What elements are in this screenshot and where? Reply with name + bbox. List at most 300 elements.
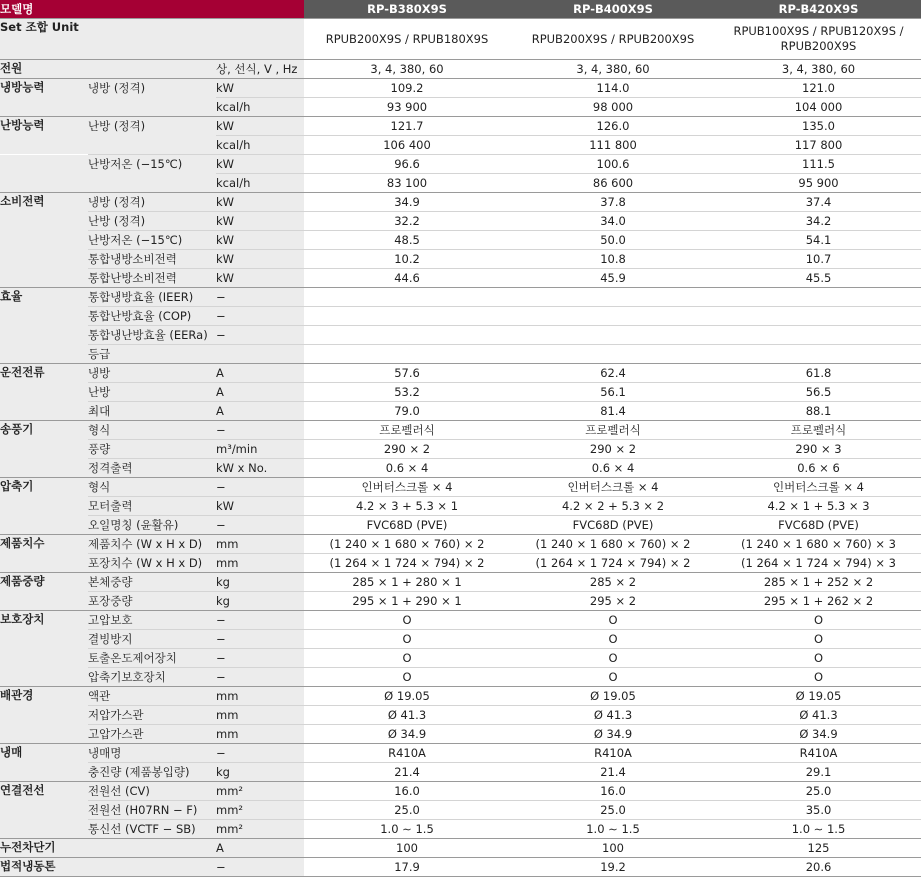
spec-group-label — [0, 250, 88, 269]
spec-value-model-2: 4.2 × 2 + 5.3 × 2 — [510, 497, 716, 516]
spec-value-model-1: 57.6 — [304, 364, 510, 383]
table-row — [0, 250, 921, 269]
spec-group-label: 법적냉동톤 — [0, 858, 216, 877]
spec-item-label: 전원선 (CV) — [88, 782, 216, 801]
spec-value-model-2: 98 000 — [510, 98, 716, 117]
spec-value-model-2: 100.6 — [510, 155, 716, 174]
spec-unit: kcal/h — [216, 174, 304, 193]
spec-value-model-3: O — [716, 630, 921, 649]
spec-item-label: 난방저온 (−15℃) — [88, 231, 216, 250]
spec-unit: 상, 선식, V , Hz — [216, 60, 304, 79]
spec-value-model-3: 프로펠러식 — [716, 421, 921, 440]
spec-value-model-1: (1 240 × 1 680 × 760) × 2 — [304, 535, 510, 554]
spec-value-model-2: R410A — [510, 744, 716, 763]
table-row — [0, 421, 921, 440]
spec-value-model-3: O — [716, 649, 921, 668]
spec-group-label: 배관경 — [0, 687, 88, 706]
model-name-header: 모델명 — [0, 0, 304, 19]
spec-group-label: 제품중량 — [0, 573, 88, 592]
table-row — [0, 725, 921, 744]
spec-value-model-2: 10.8 — [510, 250, 716, 269]
table-row — [0, 79, 921, 98]
spec-value-model-3: FVC68D (PVE) — [716, 516, 921, 535]
spec-item-label: 고압보호 — [88, 611, 216, 630]
spec-value-model-1: 17.9 — [304, 858, 510, 877]
table-row — [0, 288, 921, 307]
spec-value-model-3: 295 × 1 + 262 × 2 — [716, 592, 921, 611]
table-row — [0, 573, 921, 592]
spec-group-label — [0, 307, 88, 326]
spec-item-label: 통합냉방효율 (IEER) — [88, 288, 216, 307]
spec-group-label: 전원 — [0, 60, 216, 79]
spec-value-model-2: 21.4 — [510, 763, 716, 782]
spec-item-label: 난방 (정격) — [88, 117, 216, 136]
spec-value-model-1: 프로펠러식 — [304, 421, 510, 440]
model-header-3: RP-B420X9S — [716, 0, 921, 19]
spec-group-label — [0, 630, 88, 649]
spec-item-label: 압축기보호장치 — [88, 668, 216, 687]
spec-unit: − — [216, 858, 304, 877]
spec-unit: kW — [216, 193, 304, 212]
spec-unit: A — [216, 402, 304, 421]
spec-value-model-2: 285 × 2 — [510, 573, 716, 592]
spec-unit: − — [216, 288, 304, 307]
spec-value-model-1 — [304, 345, 510, 364]
spec-value-model-1: 290 × 2 — [304, 440, 510, 459]
spec-value-model-3: 285 × 1 + 252 × 2 — [716, 573, 921, 592]
spec-unit: kg — [216, 573, 304, 592]
spec-unit: kW — [216, 497, 304, 516]
spec-item-label: 전원선 (H07RN − F) — [88, 801, 216, 820]
spec-unit: mm² — [216, 801, 304, 820]
spec-value-model-1: 106 400 — [304, 136, 510, 155]
table-row — [0, 687, 921, 706]
spec-item-label: 고압가스관 — [88, 725, 216, 744]
spec-unit: − — [216, 630, 304, 649]
spec-unit: m³/min — [216, 440, 304, 459]
table-row — [0, 839, 921, 858]
spec-value-model-1: 44.6 — [304, 269, 510, 288]
spec-value-model-3: 111.5 — [716, 155, 921, 174]
table-row — [0, 744, 921, 763]
table-row — [0, 820, 921, 839]
table-row — [0, 364, 921, 383]
spec-item-label: 등급 — [88, 345, 216, 364]
spec-value-model-1: O — [304, 668, 510, 687]
table-row — [0, 307, 921, 326]
spec-group-label: 효율 — [0, 288, 88, 307]
spec-value-model-3: O — [716, 611, 921, 630]
spec-value-model-1: 79.0 — [304, 402, 510, 421]
spec-value-model-3: 88.1 — [716, 402, 921, 421]
spec-value-model-1: 295 × 1 + 290 × 1 — [304, 592, 510, 611]
spec-item-label: 통합난방소비전력 — [88, 269, 216, 288]
spec-value-model-2: 81.4 — [510, 402, 716, 421]
table-row — [0, 19, 921, 60]
spec-value-model-1: Ø 19.05 — [304, 687, 510, 706]
spec-unit: − — [216, 326, 304, 345]
spec-value-model-2: 프로펠러식 — [510, 421, 716, 440]
spec-value-model-1: O — [304, 630, 510, 649]
spec-item-label: 토출온도제어장치 — [88, 649, 216, 668]
spec-value-model-1: 285 × 1 + 280 × 1 — [304, 573, 510, 592]
spec-value-model-3: 135.0 — [716, 117, 921, 136]
spec-unit: mm — [216, 725, 304, 744]
spec-value-model-1: 109.2 — [304, 79, 510, 98]
table-row — [0, 60, 921, 79]
spec-group-label — [0, 649, 88, 668]
spec-value-model-2: 111 800 — [510, 136, 716, 155]
spec-unit: kW — [216, 155, 304, 174]
spec-unit: − — [216, 516, 304, 535]
table-row — [0, 554, 921, 573]
spec-value-model-3: 56.5 — [716, 383, 921, 402]
spec-unit: kcal/h — [216, 136, 304, 155]
spec-value-model-3: (1 240 × 1 680 × 760) × 3 — [716, 535, 921, 554]
spec-value-model-3: Ø 41.3 — [716, 706, 921, 725]
spec-value-model-3: 34.2 — [716, 212, 921, 231]
spec-item-label: 최대 — [88, 402, 216, 421]
spec-unit: mm — [216, 706, 304, 725]
spec-value-model-3: 54.1 — [716, 231, 921, 250]
spec-group-label — [0, 98, 216, 117]
spec-item-label: 충진량 (제품봉입량) — [88, 763, 216, 782]
spec-value-model-1: 0.6 × 4 — [304, 459, 510, 478]
spec-group-label — [0, 231, 88, 250]
spec-value-model-2: Ø 34.9 — [510, 725, 716, 744]
spec-value-model-2: 295 × 2 — [510, 592, 716, 611]
spec-value-model-1 — [304, 307, 510, 326]
spec-value-model-3: 61.8 — [716, 364, 921, 383]
spec-unit: mm² — [216, 820, 304, 839]
model-header-1: RP-B380X9S — [304, 0, 510, 19]
spec-value-model-3: 125 — [716, 839, 921, 858]
spec-group-label — [0, 440, 88, 459]
table-row — [0, 630, 921, 649]
spec-unit: − — [216, 478, 304, 497]
table-row — [0, 193, 921, 212]
spec-value-model-1: 48.5 — [304, 231, 510, 250]
spec-unit: − — [216, 649, 304, 668]
spec-value-model-2: 50.0 — [510, 231, 716, 250]
spec-value-model-2: 3, 4, 380, 60 — [510, 60, 716, 79]
spec-item-label: 액관 — [88, 687, 216, 706]
spec-value-model-3: Ø 19.05 — [716, 687, 921, 706]
spec-group-label: 압축기 — [0, 478, 88, 497]
spec-group-label — [0, 820, 88, 839]
spec-group-label — [0, 592, 88, 611]
table-row — [0, 535, 921, 554]
spec-unit: kW — [216, 79, 304, 98]
table-row — [0, 231, 921, 250]
spec-item-label: 포장중량 — [88, 592, 216, 611]
spec-item-label: 통합냉난방효율 (EERa) — [88, 326, 216, 345]
spec-item-label: 풍량 — [88, 440, 216, 459]
spec-value-model-2: 0.6 × 4 — [510, 459, 716, 478]
spec-unit: mm — [216, 687, 304, 706]
spec-value-model-2: 37.8 — [510, 193, 716, 212]
spec-value-model-1: O — [304, 611, 510, 630]
spec-value-model-2: 25.0 — [510, 801, 716, 820]
spec-group-label: 운전전류 — [0, 364, 88, 383]
spec-unit: kW — [216, 212, 304, 231]
spec-value-model-3: 37.4 — [716, 193, 921, 212]
spec-item-label: 난방 (정격) — [88, 212, 216, 231]
spec-value-model-1: 25.0 — [304, 801, 510, 820]
spec-group-label: 누전차단기 — [0, 839, 216, 858]
spec-group-label — [0, 345, 88, 364]
spec-value-model-1: 21.4 — [304, 763, 510, 782]
spec-value-model-1: 83 100 — [304, 174, 510, 193]
spec-value-model-1: FVC68D (PVE) — [304, 516, 510, 535]
spec-unit: mm² — [216, 782, 304, 801]
spec-unit — [216, 19, 304, 60]
spec-group-label: 제품치수 — [0, 535, 88, 554]
spec-value-model-3: 117 800 — [716, 136, 921, 155]
spec-value-model-2: 126.0 — [510, 117, 716, 136]
table-row — [0, 592, 921, 611]
spec-value-model-2: Ø 19.05 — [510, 687, 716, 706]
table-row — [0, 649, 921, 668]
spec-value-model-2: Ø 41.3 — [510, 706, 716, 725]
spec-group-label: Set 조합 Unit — [0, 19, 216, 60]
spec-value-model-2: O — [510, 668, 716, 687]
spec-value-model-2 — [510, 288, 716, 307]
table-row — [0, 516, 921, 535]
spec-value-model-1: 32.2 — [304, 212, 510, 231]
spec-value-model-3: 121.0 — [716, 79, 921, 98]
spec-value-model-3: 29.1 — [716, 763, 921, 782]
spec-value-model-1: Ø 34.9 — [304, 725, 510, 744]
spec-item-label: 저압가스관 — [88, 706, 216, 725]
model-header-2: RP-B400X9S — [510, 0, 716, 19]
spec-value-model-2: 56.1 — [510, 383, 716, 402]
spec-group-label — [0, 763, 88, 782]
table-row — [0, 706, 921, 725]
spec-item-label: 냉방 (정격) — [88, 193, 216, 212]
spec-group-label — [0, 155, 88, 174]
table-row — [0, 98, 921, 117]
spec-unit — [216, 345, 304, 364]
spec-value-model-2: 34.0 — [510, 212, 716, 231]
spec-value-model-3: 20.6 — [716, 858, 921, 877]
spec-value-model-3: 0.6 × 6 — [716, 459, 921, 478]
spec-value-model-1: (1 264 × 1 724 × 794) × 2 — [304, 554, 510, 573]
table-row — [0, 611, 921, 630]
spec-value-model-1: RPUB200X9S / RPUB180X9S — [304, 19, 510, 60]
spec-value-model-2: 114.0 — [510, 79, 716, 98]
spec-group-label — [0, 725, 88, 744]
spec-unit: − — [216, 668, 304, 687]
table-row — [0, 497, 921, 516]
spec-value-model-3: 1.0 ∼ 1.5 — [716, 820, 921, 839]
spec-group-label — [0, 326, 88, 345]
table-row — [0, 402, 921, 421]
spec-unit: − — [216, 307, 304, 326]
spec-unit: − — [216, 611, 304, 630]
spec-value-model-3: 4.2 × 1 + 5.3 × 3 — [716, 497, 921, 516]
spec-unit: − — [216, 421, 304, 440]
spec-value-model-3: Ø 34.9 — [716, 725, 921, 744]
spec-value-model-1: 53.2 — [304, 383, 510, 402]
spec-group-label: 연결전선 — [0, 782, 88, 801]
spec-value-model-2: O — [510, 630, 716, 649]
spec-value-model-2: O — [510, 611, 716, 630]
spec-item-label: 형식 — [88, 478, 216, 497]
spec-group-label: 난방능력 — [0, 117, 88, 136]
spec-value-model-2: 86 600 — [510, 174, 716, 193]
spec-item-label: 오일명칭 (윤활유) — [88, 516, 216, 535]
spec-value-model-1: 16.0 — [304, 782, 510, 801]
spec-unit: A — [216, 383, 304, 402]
spec-item-label: 결빙방지 — [88, 630, 216, 649]
spec-value-model-1 — [304, 288, 510, 307]
table-row — [0, 269, 921, 288]
spec-group-label — [0, 668, 88, 687]
table-row — [0, 212, 921, 231]
spec-unit: A — [216, 364, 304, 383]
spec-unit: kg — [216, 763, 304, 782]
spec-value-model-2 — [510, 345, 716, 364]
table-row — [0, 383, 921, 402]
spec-item-label: 냉매명 — [88, 744, 216, 763]
spec-value-model-1: O — [304, 649, 510, 668]
spec-item-label: 형식 — [88, 421, 216, 440]
spec-item-label: 정격출력 — [88, 459, 216, 478]
spec-value-model-3: O — [716, 668, 921, 687]
spec-group-label — [0, 554, 88, 573]
spec-value-model-1: Ø 41.3 — [304, 706, 510, 725]
spec-unit: kW x No. — [216, 459, 304, 478]
spec-unit: kW — [216, 269, 304, 288]
spec-value-model-3: 35.0 — [716, 801, 921, 820]
spec-item-label: 냉방 (정격) — [88, 79, 216, 98]
spec-group-label — [0, 497, 88, 516]
spec-value-model-3: 3, 4, 380, 60 — [716, 60, 921, 79]
spec-value-model-2: RPUB200X9S / RPUB200X9S — [510, 19, 716, 60]
table-row — [0, 345, 921, 364]
spec-value-model-3: RPUB100X9S / RPUB120X9S / RPUB200X9S — [716, 19, 921, 60]
spec-item-label: 통합냉방소비전력 — [88, 250, 216, 269]
spec-value-model-3: 95 900 — [716, 174, 921, 193]
spec-value-model-1: 1.0 ∼ 1.5 — [304, 820, 510, 839]
spec-value-model-1 — [304, 326, 510, 345]
spec-value-model-2: (1 264 × 1 724 × 794) × 2 — [510, 554, 716, 573]
spec-group-label — [0, 801, 88, 820]
spec-value-model-2: 1.0 ∼ 1.5 — [510, 820, 716, 839]
spec-item-label: 난방 — [88, 383, 216, 402]
spec-value-model-2: (1 240 × 1 680 × 760) × 2 — [510, 535, 716, 554]
spec-value-model-1: 인버터스크롤 × 4 — [304, 478, 510, 497]
spec-item-label: 모터출력 — [88, 497, 216, 516]
spec-value-model-3 — [716, 345, 921, 364]
table-row — [0, 326, 921, 345]
spec-value-model-1: 3, 4, 380, 60 — [304, 60, 510, 79]
spec-group-label — [0, 174, 216, 193]
spec-value-model-1: R410A — [304, 744, 510, 763]
spec-item-label: 난방저온 (−15℃) — [88, 155, 216, 174]
header-row — [0, 0, 921, 19]
spec-item-label: 통합난방효율 (COP) — [88, 307, 216, 326]
table-row — [0, 668, 921, 687]
table-row — [0, 763, 921, 782]
spec-body — [0, 19, 921, 877]
spec-value-model-3: 104 000 — [716, 98, 921, 117]
spec-value-model-2: 인버터스크롤 × 4 — [510, 478, 716, 497]
table-row — [0, 136, 921, 155]
spec-unit: kcal/h — [216, 98, 304, 117]
spec-value-model-2: O — [510, 649, 716, 668]
spec-group-label: 보호장치 — [0, 611, 88, 630]
spec-value-model-2: 62.4 — [510, 364, 716, 383]
spec-value-model-2: 100 — [510, 839, 716, 858]
table-row — [0, 858, 921, 877]
table-row — [0, 782, 921, 801]
spec-group-label: 소비전력 — [0, 193, 88, 212]
spec-group-label — [0, 459, 88, 478]
spec-value-model-3 — [716, 288, 921, 307]
table-row — [0, 801, 921, 820]
spec-value-model-2: 290 × 2 — [510, 440, 716, 459]
spec-group-label — [0, 212, 88, 231]
spec-unit: kW — [216, 250, 304, 269]
spec-group-label — [0, 269, 88, 288]
spec-value-model-2: FVC68D (PVE) — [510, 516, 716, 535]
spec-value-model-1: 93 900 — [304, 98, 510, 117]
spec-value-model-2: 19.2 — [510, 858, 716, 877]
spec-value-model-2: 16.0 — [510, 782, 716, 801]
spec-value-model-1: 10.2 — [304, 250, 510, 269]
spec-item-label: 냉방 — [88, 364, 216, 383]
spec-value-model-1: 34.9 — [304, 193, 510, 212]
table-row — [0, 174, 921, 193]
spec-value-model-1: 100 — [304, 839, 510, 858]
spec-unit: mm — [216, 535, 304, 554]
spec-item-label: 통신선 (VCTF − SB) — [88, 820, 216, 839]
spec-value-model-3: 290 × 3 — [716, 440, 921, 459]
spec-value-model-2 — [510, 307, 716, 326]
spec-unit: − — [216, 744, 304, 763]
spec-value-model-1: 96.6 — [304, 155, 510, 174]
spec-item-label: 포장치수 (W x H x D) — [88, 554, 216, 573]
spec-value-model-3 — [716, 326, 921, 345]
spec-value-model-3 — [716, 307, 921, 326]
table-row — [0, 440, 921, 459]
spec-group-label: 냉방능력 — [0, 79, 88, 98]
table-row — [0, 459, 921, 478]
spec-group-label — [0, 383, 88, 402]
spec-group-label — [0, 402, 88, 421]
spec-value-model-3: 25.0 — [716, 782, 921, 801]
spec-value-model-2: 45.9 — [510, 269, 716, 288]
spec-group-label — [0, 136, 216, 155]
spec-value-model-1: 4.2 × 3 + 5.3 × 1 — [304, 497, 510, 516]
spec-group-label: 냉매 — [0, 744, 88, 763]
spec-group-label — [0, 516, 88, 535]
table-row — [0, 155, 921, 174]
spec-unit: mm — [216, 554, 304, 573]
spec-value-model-3: 45.5 — [716, 269, 921, 288]
spec-group-label — [0, 706, 88, 725]
spec-value-model-3: 10.7 — [716, 250, 921, 269]
spec-unit: kW — [216, 231, 304, 250]
spec-unit: kW — [216, 117, 304, 136]
spec-item-label: 본체중량 — [88, 573, 216, 592]
spec-group-label: 송풍기 — [0, 421, 88, 440]
spec-value-model-1: 121.7 — [304, 117, 510, 136]
table-row — [0, 117, 921, 136]
spec-value-model-2 — [510, 326, 716, 345]
